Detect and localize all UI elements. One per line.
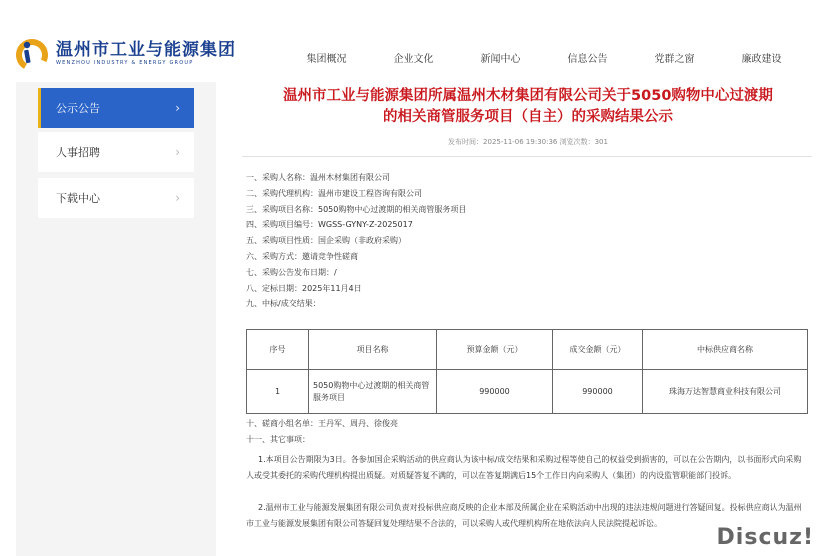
additional-info-list (246, 416, 398, 448)
cell-supplier: 珠海万达智慧商业科技有限公司 (643, 370, 808, 414)
nav-item-news-center[interactable]: 新闻中心 (480, 54, 521, 65)
paragraph-complaint-notice: 2.温州市工业与能源发展集团有限公司负责对投标供应商反映的企业本部及所属企业在采购活动中出现的违法违规问题进行答疑回复。投标供应商认为温州市工业与能源发展集团有限公司答疑回复处理结果不合法的，可以采购人或代理机构所在地依法向人民法院提起诉讼。 (246, 503, 802, 528)
sidebar-item-downloads[interactable] (38, 178, 194, 218)
column-header: 项目名称 (309, 330, 437, 370)
nav-item-integrity[interactable]: 廉政建设 (741, 54, 782, 65)
group-logo-icon (14, 36, 50, 72)
info-agency: 二、采购代理机构：温州市建设工程咨询有限公司 (246, 188, 422, 198)
discuz-watermark: Discuz! (716, 525, 814, 550)
table-header-row (247, 330, 808, 370)
sidebar-item-label: 公示公告 (56, 102, 100, 115)
nav-item-group-overview[interactable]: 集团概况 (306, 54, 347, 65)
column-header: 序号 (247, 330, 309, 370)
logo-chinese-name: 温州市工业与能源集团 (56, 40, 236, 60)
article (232, 82, 824, 556)
info-panel-members: 十、磋商小组名单：王丹军、周丹、徐俊亮 (246, 419, 398, 428)
sidebar-item-recruitment[interactable] (38, 132, 194, 172)
site-header (0, 0, 824, 82)
column-header: 预算金额（元） (437, 330, 553, 370)
sidebar-item-label: 人事招聘 (56, 146, 100, 159)
column-header: 中标供应商名称 (643, 330, 808, 370)
site-logo[interactable] (14, 36, 236, 72)
main-nav (283, 50, 805, 65)
article-meta: 发布时间：2025-11-06 19:30:36 浏览次数：301 (448, 138, 608, 146)
chevron-right-icon: › (175, 101, 180, 115)
article-title-line-2: 的相关商管服务项目（自主）的采购结果公示 (383, 109, 673, 125)
cell-budget: 990000 (437, 370, 553, 414)
info-award-date: 八、定标日期：2025年11月4日 (246, 283, 362, 293)
info-project-name: 三、采购项目名称：5050购物中心过渡期的相关商管服务项目 (246, 204, 467, 214)
article-title-line-1: 温州市工业与能源集团所属温州木材集团有限公司关于5050购物中心过渡期 (283, 88, 773, 104)
chevron-right-icon: › (175, 145, 180, 159)
cell-project-name: 5050购物中心过渡期的相关商管服务项目 (309, 370, 437, 414)
column-header: 成交金额（元） (553, 330, 643, 370)
sidebar-item-announcements[interactable] (38, 88, 194, 128)
sidebar-item-label: 下载中心 (56, 192, 100, 205)
article-title (232, 86, 824, 128)
info-other-matters: 十一、其它事项： (246, 435, 310, 444)
paragraph-objection-notice: 1.本项目公告期限为3日。各参加国企采购活动的供应商认为该中标/成交结果和采购过程等使自己的权益受到损害的，可以在公告期内，以书面形式向采购人或受其委托的采购代理机构提出质疑。对质疑答复不满的，可以在答复期满后15个工作日内向采购人（集团）的内设监管职能部门投诉。 (246, 455, 802, 480)
logo-english-name: WENZHOU INDUSTRY & ENERGY GROUP (56, 60, 194, 66)
sidebar (16, 82, 216, 556)
info-project-nature: 五、采购项目性质：国企采购（非政府采购） (246, 236, 406, 246)
nav-item-corporate-culture[interactable]: 企业文化 (393, 54, 434, 65)
info-method: 六、采购方式：邀请竞争性磋商 (246, 251, 358, 261)
info-project-number: 四、采购项目编号：WGSS-GYNY-Z-2025017 (246, 220, 413, 230)
cell-number: 1 (247, 370, 309, 414)
info-purchaser: 一、采购人名称：温州木材集团有限公司 (246, 173, 390, 182)
table-row (247, 370, 808, 414)
divider (242, 156, 812, 157)
chevron-right-icon: › (175, 191, 180, 205)
nav-item-announcements[interactable]: 信息公告 (567, 54, 608, 65)
procurement-info-list (246, 170, 466, 312)
info-publish-date: 七、采购公告发布日期：/ (246, 267, 337, 277)
result-table (246, 329, 808, 414)
nav-item-party-window[interactable]: 党群之窗 (654, 54, 695, 65)
cell-amount: 990000 (553, 370, 643, 414)
info-result-heading: 九、中标/成交结果： (246, 299, 321, 309)
